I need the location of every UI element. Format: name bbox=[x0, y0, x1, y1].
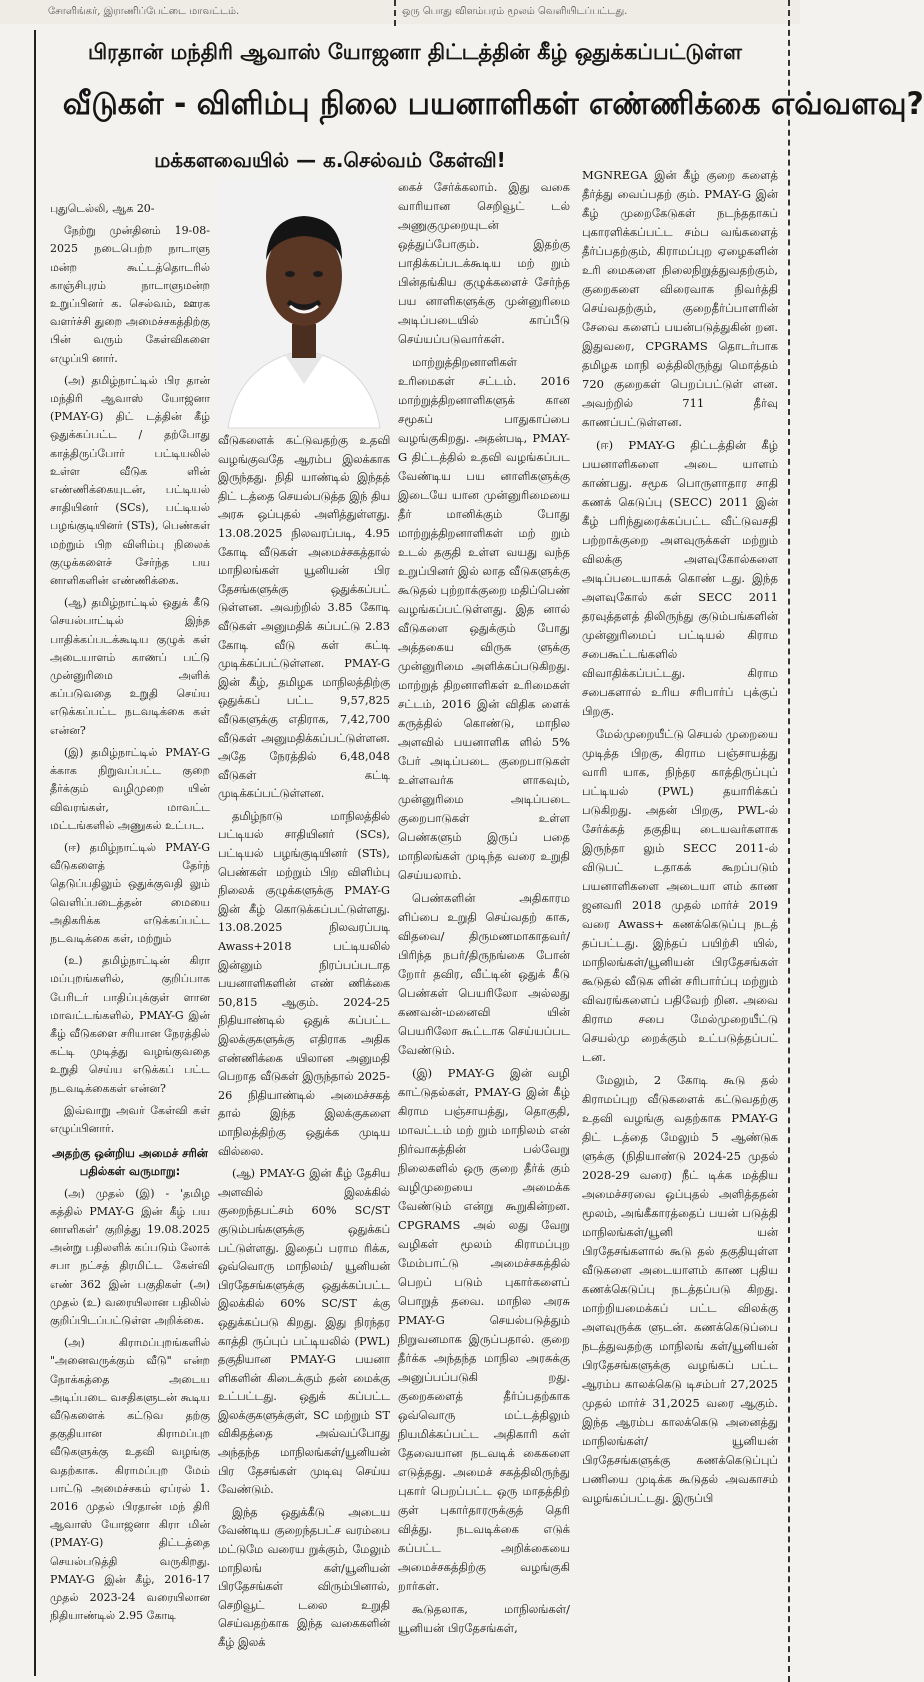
paragraph: இந்த ஒதுக்கீடு அடைய வேண்டிய குறைந்தபட்ச வரம்பை மட்டுமே வரைய றுக்கும், மேலும் மாநிலங் கள்/யூனியன் பிரதேசங்கள் விரும்பினால், செறிவூட் டலை உறுதி செய்வதற்காக இந்த வகைகளின் கீழ் இலக் bbox=[218, 1505, 390, 1649]
previous-article-strip bbox=[0, 0, 800, 24]
article-headline: வீடுகள் - விளிம்பு நிலை பயனாளிகள் எண்ணிக்கை எவ்வளவு? bbox=[62, 86, 924, 122]
paragraph: (இ) தமிழ்நாட்டில் PMAY-G க்காக நிறுவப்பட்ட குறை தீர்க்கும் வழிமுறை யின் விவரங்கள், மாவட்ட மட்டங்களில் அணுகல் உட்பட. bbox=[50, 745, 210, 832]
column-1 bbox=[50, 200, 210, 1629]
paragraph: மேலும், 2 கோடி கூடு தல் கிராமப்புற வீடுகளைக் கட்டுவதற்கு உதவி வழங்கு வதற்காக PMAY-G திட் டத்தை மேலும் 5 ஆண்டுக ளுக்கு (நிதியாண்டு 2024-25 முதல் 2028-29 வரை) நீட் டிக்க மத்திய அமைச்சரவை ஒப்புதல் அளித்ததன் மூலம், அங்கீகாரத்தைப் பயன் படுத்தி மாநிலங்கள்/யூனி யன் பிரதேசங்களால் கூடு தல் தகுதியுள்ள வீடுகளை அடையாளம் காண புதிய கணக்கெடுப்பு நடத்தப்படு கிறது. மாற்றியமைக்கப் பட்ட விலக்கு அளவுருக்க ளுடன். கணக்கெடுப்பை நடத்துவதற்கு மாநிலங் கள்/யூனியன் பிரதேசங்களுக்கு வழங்கப் பட்ட ஆரம்ப காலக்கெடு டிசம்பர் 27,2025 முதல் மார்ச் 31,2025 வரை ஆகும். இந்த ஆரம்ப காலக்கெடு அனைத்து மாநிலங்கள்/ யூனியன் பிரதேசங்களுக்கு கணக்கெடுப்புப் பணியை முடிக்க கூடுதல் அவகாசம் வழங்கப்பட்டது. இருப்பி bbox=[582, 1073, 778, 1505]
paragraph: கூடுதலாக, மாநிலங்கள்/ யூனியன் பிரதேசங்கள், bbox=[398, 1602, 570, 1635]
paragraph: (ஈ) PMAY-G திட்டத்தின் கீழ் பயனாளிகளை அடை யாளம் காண்பது. சமூக பொருளாதார சாதி கணக் கெடுப்பு (SECC) 2011 இன் கீழ் பரிந்துரைக்கப்பட்ட வீட்டுவசதி பற்றாக்குறை அளவுருக்கள் மற்றும் விலக்கு அளவுகோல்களை அடிப்படையாகக் கொண் டது. இந்த அளவுகோல் கள் SECC 2011 தரவுத்தளத் திலிருந்து குடும்பங்களின் முன்னுரிமைப் பட்டியல் கிராம சபைகூட்டங்களில் விவாதிக்கப்பட்டது. கிராம சபைகளால் உரிய சரிபார்ப் புக்குப் பிறகு. bbox=[582, 438, 778, 718]
paragraph: MGNREGA இன் கீழ் குறை களைத் தீர்த்து வைப்பதற் கும். PMAY-G இன் கீழ் முறைகேடுகள் நடந்ததாகப் புகாரளிக்கப்பட்ட சம்ப வங்களைத் தீர்ப்பதற்கும், கிராமப்புற ஏழைகளின் உரி மைகளை நிலைநிறுத்துவதற்கும், குறைகளை விரைவாக நிவர்த்தி செய்வதற்கும், குறைதீர்ப்பாளரின் சேவை களைப் பயன்படுத்துகின் றன. இதுவரை, CPGRAMS தொடர்பாக தமிழக மாநி லத்திலிருந்து மொத்தம் 720 குறைகள் பெறப்பட்டுள் ளன. அவற்றில் 711 தீர்வு காணப்பட்டுள்ளன. bbox=[582, 168, 778, 429]
top-clip-right: ஒரு பொது விளம்பரம் மூலம் வெளியிடப்பட்டது. bbox=[402, 6, 628, 17]
dateline: புதுடெல்லி, ஆக 20- bbox=[50, 202, 155, 215]
paragraph: (அ) தமிழ்நாட்டில் பிர தான் மந்திரி ஆவாஸ் யோஜனா (PMAY-G) திட் டத்தின் கீழ் ஒதுக்கப்பட்ட / தற்போது காத்திருப்போர் பட்டியலில் உள்ள வீடுக ளின் எண்ணிக்கையுடன், பட்டியல் சாதியினர் (SCs), பட்டியல் பழங்குடியினர் (STs), பெண்கள் மற்றும் பிற விளிம்பு நிலைக் குழுக்களைச் சேர்ந்த பய னாளிகளின் எண்ணிக்கை. bbox=[50, 373, 210, 588]
article-kicker: பிரதான் மந்திரி ஆவாஸ் யோஜனா திட்டத்தின் கீழ் ஒதுக்கப்பட்டுள்ள bbox=[88, 40, 742, 64]
paragraph: இவ்வாறு அவர் கேள்வி கள் எழுப்பினார். bbox=[50, 1103, 210, 1135]
paragraph: பெண்களின் அதிகாரம ளிப்பை உறுதி செய்வதற் காக, விதவை/ திருமணமாகாதவர்/பிரிந்த நபர்/திருநங்கை போன் றோர் தவிர, வீட்டின் ஒதுக் கீடு பெண்கள் பெயரிலோ அல்லது கணவன்-மனைவி யின் பெயரிலோ கூட்டாக செய்யப்பட வேண்டும். bbox=[398, 891, 570, 1057]
top-clip-left: சோளிங்கர், இராணிப்பேட்டை மாவட்டம். bbox=[48, 6, 240, 17]
cut-line-top bbox=[394, 0, 396, 26]
paragraph: (ஆ) தமிழ்நாட்டில் ஒதுக் கீடு செயல்பாட்டில் இந்த பாதிக்கப்படக்கூடிய குழுக் கள் அடையாளம் காணப் பட்டு முன்னுரிமை அளிக் கப்படுவதை உறுதி செய்ய எடுக்கப்பட்ட நடவடிக்கை கள் என்ன? bbox=[50, 596, 210, 737]
column-4 bbox=[582, 166, 778, 1512]
portrait-image bbox=[218, 178, 390, 428]
paragraph: மாற்றுத்திறனாளிகள் உரிமைகள் சட்டம். 2016 மாற்றுத்திறனாளிகளுக் கான சமூகப் பாதுகாப்பை வழங்குகிறது. அதன்படி, PMAY-G திட்டத்தில் உதவி வழங்கப்பட வேண்டிய பய னாளிகளுக்கு இடையே யான முன்னுரிமையை தீர் மானிக்கும் போது மாற்றுத்திறனாளிகள் மற் றும் உடல் தகுதி உள்ள வயது வந்த உறுப்பினர் இல் லாத வீடுகளுக்கு கூடுதல் புற்றாக்குறை மதிப்பெண் வழங்கப்பட்டுள்ளது. இத னால் வீடுகளை ஒதுக்கும் போது அத்தகைய விருசு ளுக்கு முன்னுரிமை அளிக்கப்படுகிறது. மாற்றுத் திறனாளிகள் உரிமைகள் சட்டம், 2016 இன் விதிக ளைக் கருத்தில் கொண்டு, மாநில அளவில் பயனாளிக ளில் 5% பேர் அடிப்படை குறைபாடுகள் உள்ளவர்க ளாகவும், முன்னுரிமை அடிப்படை குறைபாடுகள் உள்ள பெண்களும் இருப் பதை மாநிலங்கள் முடிந்த வரை உறுதி செய்யலாம். bbox=[398, 355, 570, 882]
paragraph: நேற்று முன்தினம் 19-08-2025 நடைபெற்ற நாடாளு மன்ற கூட்டத்தொடரில் காஞ்சிபுரம் நாடாளுமன்ற உறுப்பினர் க. செல்வம், ஊரக வளர்ச்சி துறை அமைச்சகத்திற்கு பின் வரும் கேள்விகளை எழுப்பி னார். bbox=[50, 224, 210, 365]
paragraph: (ஆ) PMAY-G இன் கீழ் தேசிய அளவில் இலக்கில் குறைந்தபட்சம் 60% SC/ST குடும்பங்களுக்கு ஒதுக்கப் பட்டுள்ளது. இதைப் பராம ரிக்க, ஒவ்வொரு மாநிலம்/ யூனியன் பிரதேசங்களுக்கு ஒதுக்கப்பட்ட இலக்கில் 60% SC/ST க்கு ஒதுக்கப்படு கிறது. இது நிரந்தர காத்தி ருப்புப் பட்டியலில் (PWL) தகுதியான PMAY-G பயனா ளிகளின் கிடைக்கும் தன் மைக்கு உட்பட்டது. ஒதுக் கப்பட்ட இலக்குகளுக்குள், SC மற்றும் ST விகிதத்தை அவ்வப்போது அந்தந்த மாநிலங்கள்/யூனியன் பிர தேசங்கள் முடிவு செய்ய வேண்டும். bbox=[218, 1167, 390, 1497]
paragraph: தமிழ்நாடு மாநிலத்தில் பட்டியல் சாதியினர் (SCs), பட்டியல் பழங்குடியினர் (STs), பெண்கள் மற்றும் பிற விளிம்பு நிலைக் குழுக்களுக்கு PMAY-G இன் கீழ் கொடுக்கப்பட்டுள்ளது. 13.08.2025 நிலவரப்படி Awass+2018 பட்டியலில் இன்னும் நிரப்பப்படாத பயனாளிகளின் எண் ணிக்கை 50,815 ஆகும். 2024-25 நிதியாண்டில் ஒதுக் கப்பட்ட இலக்குகளுக்கு எதிராக அதிக எண்ணிக்கை யிலான அனுமதி பெறாத வீடுகள் இருந்தால் 2025-26 நிதியாண்டில் அமைச்சகத் தால் இந்த இலக்குகளை மாநிலத்திற்கு ஒதுக்க முடிய வில்லை. bbox=[218, 809, 390, 1158]
answers-subtitle: அதற்கு ஒன்றிய அமைச் சரின் பதில்கள் வருமாறு: bbox=[52, 1146, 208, 1179]
paragraph: (இ) PMAY-G இன் வழி காட்டுதல்கள், PMAY-G இன் கீழ் கிராம பஞ்சாயத்து, தொகுதி, மாவட்டம் மற் றும் மாநிலம் என் நிர்வாகத்தின் பல்வேறு நிலைகளில் ஒரு குறை தீர்க் கும் வழிமுறையை அமைக்க வேண்டும் என்று கூறுகின்றன. CPGRAMS அல் லது வேறு வழிகள் மூலம் கிராமப்புற மேம்பாட்டு அமைச்சகத்தில் பெறப் படும் புகார்களைப் பொறுத் தவை. மாநில அரசு PMAY-G செயல்படுத்தும் நிறுவனமாக இருப்பதால். குறை தீர்க்க அந்தந்த மாநில அரசுக்கு அனுப்பப்படுகி றது. குறைகளைத் தீர்ப்பதற்காக ஒவ்வொரு மட்டத்திலும் நியமிக்கப்பட்ட அதிகாரி கள் தேவையான நடவடிக் கைகளை எடுத்தது. அமைச் சகத்திலிருந்து புகார் பெறப்பட்ட ஒரு மாதத்திற் குள் புகார்தாரருக்குத் தெரி வித்து. நடவடிக்கை எடுக் கப்பட்ட அறிக்கையை அமைச்சகத்திற்கு வழங்குகி றார்கள். bbox=[398, 1066, 570, 1593]
paragraph: (ஈ) தமிழ்நாட்டில் PMAY-G வீடுகளைத் தேர்ந் தெடுப்பதிலும் ஒதுக்குவதி லும் வெளிப்படைத்தன் மையை அதிகரிக்க எடுக்கப்பட்ட நடவடிக்கை கள், மற்றும் bbox=[50, 840, 210, 945]
column-3 bbox=[398, 178, 570, 1642]
paragraph: மேல்முறையீட்டு செயல் முறையை முடித்த பிறகு, கிராம பஞ்சாயத்து வாரி யாக, நிந்தர காத்திருப்புப் பட்டியல் (PWL) தயாரிக்கப் படுகிறது. அதன் பிறகு, PWL-ல் சேர்க்கத் தகுதியு டையவர்களாக இருந்தா லும் SECC 2011-ல் விடுபட் டதாகக் கூறப்படும் பயனாளிகளை அடையா ளம் காண ஜனவரி 2018 முதல் மார்ச் 2019 வரை Awass+ கணக்கெடுப்பு நடத் தப்பட்டது. இந்தப் பயிற்சி யில், மாநிலங்கள்/யூனியன் பிரதேசங்கள் கூடுதல் வீடுக ளின் சரிபார்ப்பு மற்றும் விவரங்களைப் பதிவேற் றின. அவை கிராம சபை மேல்முறையீட்டு செயல்மு றைக்கும் உட்படுத்தப்பட் டன. bbox=[582, 727, 778, 1064]
mp-photo bbox=[218, 178, 390, 428]
paragraph: (உ) தமிழ்நாட்டின் கிரா மப்புறங்களில், குறிப்பாக பேரிடர் பாதிப்புக்குள் ளான மாவட்டங்களில், PMAY-G இன் கீழ் வீடுகளை சரியான நேரத்தில் கட்டி முடித்து வழங்குவதை உறுதி செய்ய எடுக்கப் பட்ட நடவடிக்கைகள் என்ன? bbox=[50, 954, 210, 1095]
column-2 bbox=[218, 432, 390, 1657]
paragraph: (அ) முதல் (இ) - 'தமிழ கத்தில் PMAY-G இன் கீழ் பய னாளிகள்' குறித்து 19.08.2025 அன்று பதிலளிக் கப்படும் லோக் சபா நட்சத் திரமிட்ட கேள்வி எண் 362 இன் பகுதிகள் (அ) முதல் (உ) வரையிலான பதிலில் குறிப்பிடப்பட்டுள்ள அறிக்கை. bbox=[50, 1186, 210, 1327]
article-subhead: மக்களவையில் — க.செல்வம் கேள்வி! bbox=[154, 148, 506, 172]
paragraph: (அ) கிராமப்புறங்களில் "அனைவருக்கும் வீடு" என்ற நோக்கத்தை அடைய அடிப்படை வசதிகளுடன் கூடிய வீடுகளைக் கட்டுவ தற்கு தகுதியான கிராமப்புற வீடுகளுக்கு உதவி வழங்கு வதற்காக. கிராமப்புற மேம் பாட்டு அமைச்சகம் ஏப்ரல் 1. 2016 முதல் பிரதான் மந் திரி ஆவாஸ் யோஜனா கிரா மின் (PMAY-G) திட்டத்தை செயல்படுத்தி வருகிறது. PMAY-G இன் கீழ், 2016-17 முதல் 2023-24 வரையிலான நிதியாண்டில் 2.95 கோடி bbox=[50, 1336, 210, 1623]
paragraph: கைச் சேர்க்கலாம். இது வகை வாரியான செறிவூட் டல் அணுகுமுறையுடன் ஒத்துப்போகும். இதற்கு பாதிக்கப்படக்கூடிய மற் றும் பின்தங்கிய குழுக்களைச் சேர்ந்த பய னாளிகளுக்கு முன்னுரிமை அடிப்படையில் காப்பீடு செய்யப்படுவார்கள். bbox=[398, 180, 570, 346]
paragraph: வீடுகளைக் கட்டுவதற்கு உதவி வழங்குவதே ஆரம்ப இலக்காக இருந்தது. நிதி யாண்டில் இந்தத் திட் டத்தை செயல்படுத்த இந் திய அரசு ஒப்புதல் அளித்துள்ளது. 13.08.2025 நிலவரப்படி, 4.95 கோடி வீடுகள் அமைச்சகத்தால் மாநிலங்கள் யூனியன் பிர தேசங்களுக்கு ஒதுக்கப்பட் டுள்ளன. அவற்றில் 3.85 கோடி வீடுகள் அனுமதிக் கப்பட்டு 2.83 கோடி வீடு கள் கட்டி முடிக்கப்பட்டுள்ளன. PMAY-G இன் கீழ், தமிழக மாநிலத்திற்கு ஒதுக்கப் பட்ட 9,57,825 வீடுகளுக்கு எதிராக, 7,42,700 வீடுகள் அனுமதிக்கப்பட்டுள்ளன. அதே நேரத்தில் 6,48,048 வீடுகள் கட்டி முடிக்கப்பட்டுள்ளன. bbox=[218, 434, 390, 801]
cut-line-right bbox=[788, 0, 790, 1682]
